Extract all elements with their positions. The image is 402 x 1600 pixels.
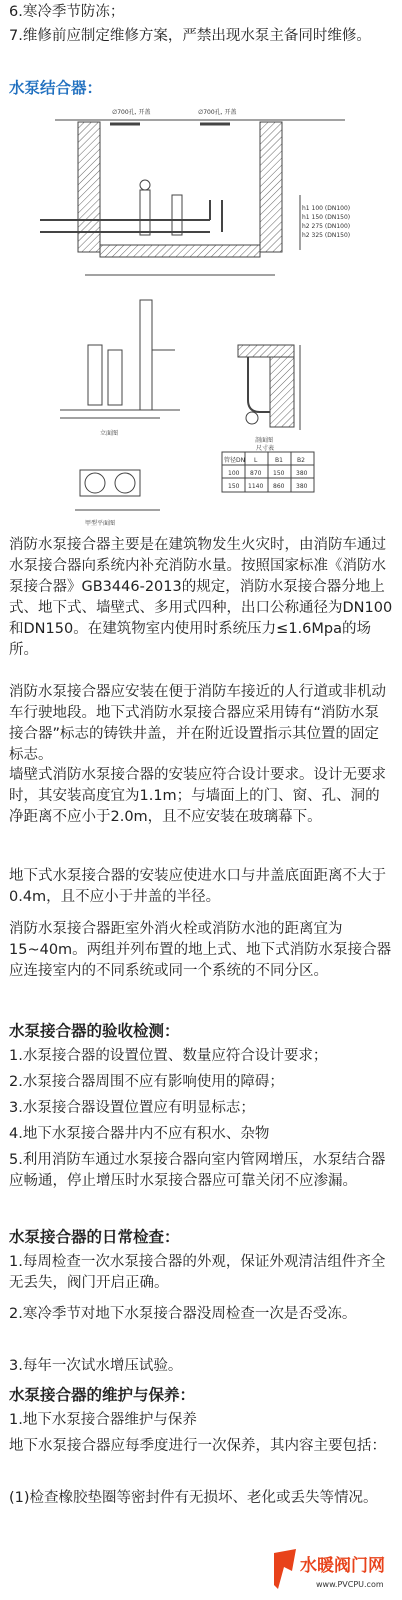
paragraph-distance: 消防水泵接合器距室外消火栓或消防水池的距离宜为15~40m。两组并列布置的地上式、地下式消防水泵接合器应连接室内的不同系统或同一个系统的不同分区。 [9, 921, 392, 979]
maintenance-item-1: 1.地下水泵接合器维护与保养 [9, 1412, 197, 1428]
size-table-cell: 100 [228, 470, 240, 477]
acceptance-item-4: 4.地下水泵接合器井内不应有积水、杂物 [9, 1126, 270, 1142]
dim-h2-100: h2 275 (DN100) [302, 223, 351, 230]
list-item-7: 7.维修前应制定维修方案，严禁出现水泵主备同时维修。 [9, 28, 371, 44]
view-section-label: 剖面图 [255, 437, 274, 444]
size-table-header-b2: B2 [297, 457, 305, 464]
acceptance-item-3: 3.水泵接合器设置位置应有明显标志； [9, 1100, 255, 1116]
paragraph-intro: 消防水泵接合器主要是在建筑物发生火灾时，由消防车通过水泵接合器向系统内补充消防水量。按照国家标准《消防水泵接合器》GB3446-2013的规定，消防水泵接合器分地上式、地下式、墙壁式、多用式四种，出口公称通径为DN100和DN150。在建筑物室内使用时系统压力≤1.6Mpa的场所。 [9, 537, 393, 658]
size-table-cell: 860 [273, 483, 285, 490]
view-elevation-label: 立面图 [100, 430, 119, 437]
size-table-cell: 150 [228, 483, 240, 490]
size-table-header-l: L [254, 457, 258, 464]
watermark-brand: 水暖阀门网 [300, 1556, 385, 1576]
site-watermark [270, 1545, 398, 1595]
size-table-title: 尺寸表 [256, 445, 275, 452]
size-table-header-dn: 管径DN [224, 457, 246, 464]
size-table-cell: 380 [296, 470, 308, 477]
daily-item-1: 1.每周检查一次水泵接合器的外观，保证外观清洁组件齐全无丢失，阀门开启正确。 [9, 1254, 386, 1291]
acceptance-item-1: 1.水泵接合器的设置位置、数量应符合设计要求； [9, 1048, 328, 1064]
paragraph-location: 消防水泵接合器应安装在便于消防车接近的人行道或非机动车行驶地段。地下式消防水泵接合器应采用铸有“消防水泵接合器”标志的铸铁井盖，并在附近设置指示其位置的固定标志。 [9, 684, 386, 763]
dim-h2-150: h2 325 (DN150) [302, 232, 351, 239]
section-title: 水泵结合器： [9, 79, 103, 97]
drawing-label-top-1: ∅700孔, 开盖 [112, 109, 151, 116]
paragraph-wall-type: 墙壁式消防水泵接合器的安装应符合设计要求。设计无要求时，其安装高度宜为1.1m；与墙面上的门、窗、孔、洞的净距离不应小于2.0m，且不应安装在玻璃幕下。 [9, 767, 386, 825]
daily-item-3: 3.每年一次试水增压试验。 [9, 1358, 183, 1374]
list-item-6: 6.寒冷季节防冻； [9, 4, 125, 20]
size-table-cell: 1140 [248, 483, 264, 490]
daily-item-2: 2.寒冷季节对地下水泵接合器没周检查一次是否受冻。 [9, 1306, 357, 1322]
acceptance-item-5: 5.利用消防车通过水泵接合器向室内管网增压，水泵结合器应畅通，停止增压时水泵接合器应可靠关闭不应渗漏。 [9, 1152, 386, 1189]
maintenance-item-2: 地下水泵接合器应每季度进行一次保养，其内容主要包括： [9, 1438, 386, 1454]
size-table-header-b1: B1 [275, 457, 283, 464]
pump-adapter-drawing [0, 100, 402, 530]
dim-h1-100: h1 100 (DN100) [302, 205, 351, 212]
dim-h1-150: h1 150 (DN150) [302, 214, 351, 221]
watermark-url: www.PVCPU.com [316, 1580, 384, 1589]
acceptance-title: 水泵接合器的验收检测： [9, 1022, 180, 1040]
acceptance-item-2: 2.水泵接合器周围不应有影响使用的障碍； [9, 1074, 284, 1090]
maintenance-title: 水泵接合器的维护与保养： [9, 1386, 196, 1404]
paragraph-underground: 地下式水泵接合器的安装应使进水口与井盖底面距离不大于0.4m，且不应小于井盖的半径。 [9, 868, 386, 905]
maintenance-item-3: (1)检查橡胶垫圈等密封件有无损坏、老化或丢失等情况。 [9, 1490, 378, 1506]
size-table-cell: 380 [296, 483, 308, 490]
brand-logo-icon [274, 1549, 296, 1589]
drawing-label-top-2: ∅700孔, 开盖 [198, 109, 237, 116]
daily-title: 水泵接合器的日常检查： [9, 1228, 180, 1246]
size-table-cell: 870 [250, 470, 262, 477]
view-plan-label: 甲型平面图 [85, 520, 116, 527]
size-table-cell: 150 [273, 470, 285, 477]
